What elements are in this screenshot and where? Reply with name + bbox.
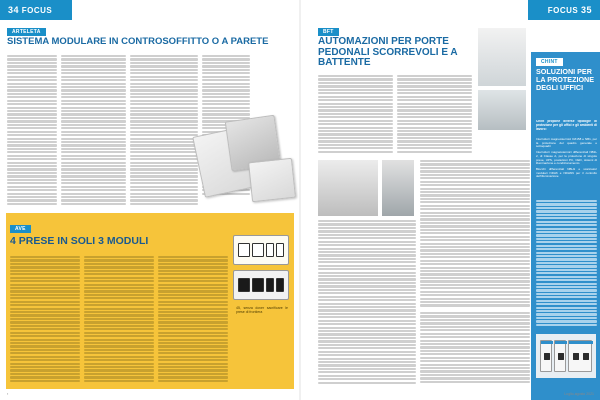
chint-headline: SOLUZIONI PER LA PROTEZIONE DEGLI UFFICI [536,67,595,92]
arteleta-headline: SISTEMA MODULARE IN CONTROSOFFITTO O A PARETE [7,36,269,47]
chint-breakers-photo [536,334,596,378]
bft-text-col-3 [420,160,530,310]
arteleta-text-col-1 [7,55,57,205]
bft-text-col-5 [420,312,530,390]
right-folio [528,0,600,20]
bft-text-col-4 [318,220,416,390]
ave-socket-image-1 [233,235,289,265]
ave-text-col-2 [84,256,154,386]
arteleta-text-col-2 [61,55,126,205]
ave-headline: 4 PRESE IN SOLI 3 MODULI [10,235,149,247]
bft-door-photo-3 [318,160,378,216]
breaker-2 [554,340,566,372]
bft-text-col-2 [397,75,472,155]
bft-door-photo-1 [478,28,526,86]
left-folio [0,0,72,20]
chint-body-text [536,200,597,330]
chint-intro: Chint propone diverse tipologie di protezione per gli uffici e gli ambienti di lavoro: [536,120,597,131]
ave-text-col-3 [158,256,228,386]
bft-tag: BFT [318,28,339,36]
bft-headline: AUTOMAZIONI PER PORTE PEDONALI SCORREVOLI E A BATTENTE [318,36,458,68]
chint-tag: CHINT [536,58,563,66]
right-footer: Luglio-agosto 2021 [564,392,594,396]
arteleta-tag: ARTELETA [7,28,46,36]
chint-bullet-list [536,138,597,198]
left-page-number: 34 [8,5,20,15]
right-folio-label: FOCUS [547,6,579,15]
bft-text-col-1 [318,75,393,155]
bft-door-photo-2 [478,90,526,130]
chint-bullet-2: Interruttori magnetotermici differenziali NB1L 2, di Classe A, per la protezione di singole prese, UPS, postazioni PC, CED, sistemi di illuminazione e condizionamento [536,151,597,166]
arteleta-text-col-3 [130,55,198,205]
breaker-1 [540,340,552,372]
ave-socket-image-2 [233,270,289,300]
breaker-3 [568,340,592,372]
right-page [300,0,600,400]
ave-tag: AVE [10,225,31,233]
right-page-number: 35 [580,5,592,15]
ave-caption: 45, senza dover sacrificare le prese di frontiera [236,306,288,315]
chint-bullet-1: Interruttori magnetotermici DZ158 e NB1, per la protezione del quadro generale e sottoquadri [536,138,597,149]
modular-panel-image-3 [248,158,296,202]
chint-bullet-3: Blocchi differenziali NBH1 e scaricatori modulari NDH6 e NDH6N per il controllo dell'illuminazione [536,167,597,179]
bft-door-photo-4 [382,160,414,216]
left-folio-label: FOCUS [21,6,53,15]
ave-text-col-1 [10,256,80,386]
left-footer: ▪ [7,392,9,396]
